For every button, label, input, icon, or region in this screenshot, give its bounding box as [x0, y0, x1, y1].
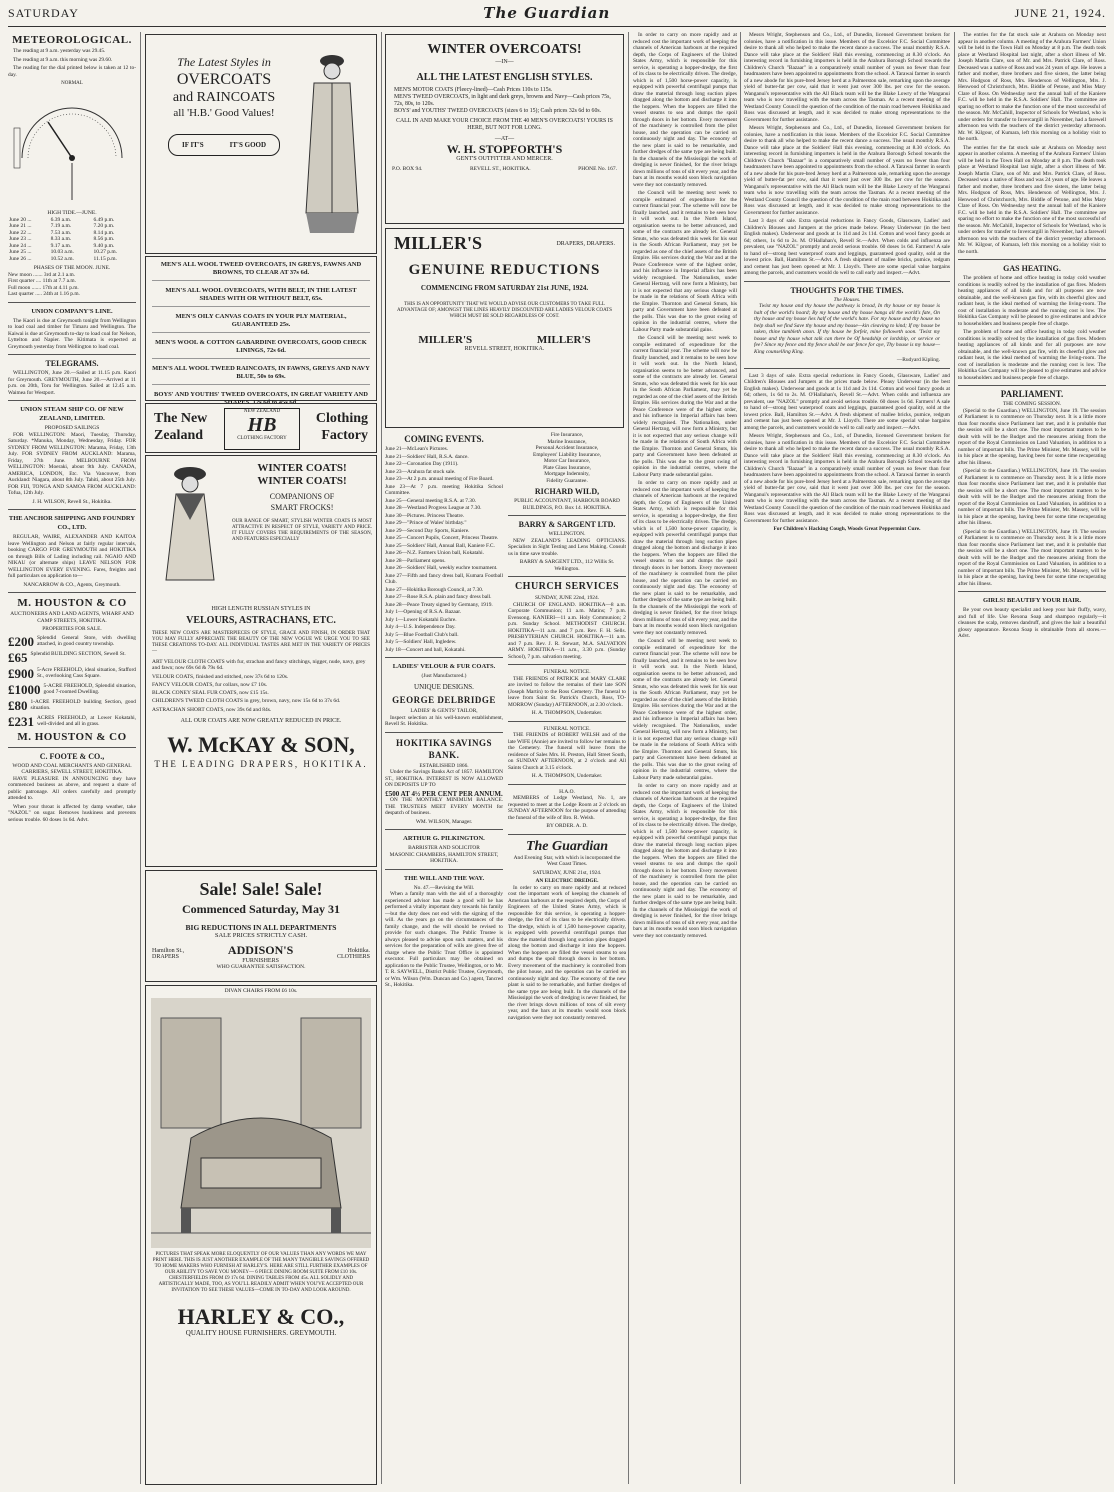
- barry-footer: BARRY & SARGENT LTD., 112 Willis St. Wellington.: [519, 559, 615, 572]
- coming-event: June 28—Peace Treaty signed by Germany, 1919.: [385, 601, 493, 608]
- telegrams-heading: TELEGRAMS.: [45, 359, 99, 368]
- property-desc: Splendid BUILDING SECTION, Sewell St.: [30, 650, 126, 657]
- addison-right: CLOTHIERS: [337, 953, 370, 960]
- girls-heading: GIRLS! BEAUTIFY YOUR HAIR.: [982, 597, 1082, 604]
- usss-text: FOR WELLINGTON: Maori, Tuesday, Thursday, Saturday. *Manuka, Monday, Wednesday, Friday. FOR SYDNEY FROM WELLINGTON: Marama, Friday, 13th July. FOR SYDNEY FROM AUCKLAND: Marama, Friday, 27th June. MELBOURNE FROM WELLINGTON: Moeraki, about 9th July. CANADA, AMERICA, LONDON, Etc. Via Vancouver, from Auckland: Niagara, about 8th July. Tahiti, about 25th July. FOR FIJI, TONGA AND SAMOA FROM AUCKLAND: Tofua, 12th July.: [8, 431, 136, 496]
- moon-phase: New moon ....... 3rd at 2.1 a.m.: [8, 271, 76, 278]
- addison-mid: FURNISHERS: [242, 958, 279, 964]
- column-4a: [385, 432, 503, 1484]
- telegrams-text: WELLINGTON, June 20.—Sailed at 11.15 p.m. Kaori for Greymouth. GREYMOUTH, June 20.—Arrived at 11 p.m. on 20th, Toru for Wellington. Sailed at 12.45 a.m. Waimea for Westport.: [8, 370, 136, 396]
- tide-cell: 6.49 p.m.: [93, 216, 115, 223]
- thoughts-heading: THOUGHTS FOR THE TIMES.: [790, 285, 904, 295]
- anchor-heading: THE ANCHOR SHIPPING AND FOUNDRY CO., LTD.: [8, 515, 136, 531]
- moon-phase: Full moon ....... 17th at 4.11 p.m.: [8, 284, 79, 291]
- column-4b: [508, 432, 626, 1484]
- church-heading: CHURCH SERVICES: [514, 581, 620, 592]
- editorial-text: the Council will be meeting next week to compile estimated of expenditure for the current financial year. The scheme will now be finally launched, and it remains to be seen how it will work out. In the North Island, organisation seems to be better advanced, and some of the contracts are already let. General Smuts, who was defeated this week for his seat in the South African Parliament, may yet be regarded as one of the chief assets of the British Empire. His services during the War and at the Peace Conference were of the highest order, and his influence in Imperial affairs has been widely recognised. The Nationalists, under General Hertzog, will now form a Ministry, but it is not expected that any serious change will be made in the relations of South Africa with the Empire. Thornton and General Smuts, his party and Government have been defeated at the polls. This was due to the great swing of opinion in the industrial centres, where the Labour Party made substantial gains.: [633, 638, 737, 781]
- will-text: When a family man with the aid of a thoroughly experienced advisor has made a good will he has performed a vitally important duty towards his family—but the duty does not end with the signing of the will. As the years go on the circumstances of the family change, and the will should be revised to provide for such changes. The Public Trustee is always pleased to advise upon such matters, and his services for the preparation of wills are given free of charge where the Public Trust Office is appointed executor. Full particulars may be obtained on application to the Public Trustee, Wellington, or to Mr. T. R. SAYWELL, District Public Trustee, Greymouth, or Wm. Wilson (Wm. Duncan and Co.) agent, Tancred St., Hokitika.: [385, 891, 503, 988]
- hb-price-list: [145, 256, 377, 401]
- coming-event: July 4—U.S. Independence Day.: [385, 624, 456, 630]
- coming-heading: COMING EVENTS.: [404, 434, 484, 444]
- funeral2-heading: FUNERAL NOTICE.: [543, 725, 591, 732]
- hb-item: BOYS' AND YOUTHS' TWEED OVERCOATS, IN GREAT VARIETY AND: [152, 391, 370, 411]
- stopforth-phone: PHONE No. 167.: [578, 165, 617, 172]
- hb-items: [146, 257, 376, 421]
- wild-line: Marine Insurance,: [547, 438, 587, 445]
- stopforth-addr: REVELL ST., HOKITIKA.: [469, 165, 531, 172]
- church-date: SUNDAY, JUNE 22nd, 1924.: [534, 595, 600, 601]
- tide-cell: 10.03 a.m.: [50, 249, 74, 255]
- parl-text: (Special to the Guardian.) WELLINGTON, June 19. The session of Parliament is to commence on Thursday next. It is a little more than four months since Parliament last met, and it is probable that the session will be a short one. The most important matters to be dealt with will be the Budget and the measures arising from the report of the Royal Commission on Land Valuation, in addition to a number of important bills. The Prime Minister, Mr. Massey, will be in his place at the opening, having been for some time recuperating after his illness.: [958, 407, 1106, 466]
- harley-caption: DIVAN CHAIRS FROM £6 10s.: [224, 988, 298, 994]
- masonic-text: MEMBERS of Lodge Westland, No. 1, are requested to meet at the Lodge Room at 2 o'clock on SUNDAY AFTERNOON for the purpose of attending the funeral of the wife of Bro. R. Welsh.: [508, 795, 626, 821]
- parl-sub: THE COMING SESSION.: [1002, 401, 1062, 407]
- stopforth-name: W. H. STOPFORTH'S: [446, 142, 563, 156]
- guardian-leader: In order to carry on more rapidly and at reduced cost the important work of keeping the channels of American harbours at the required depth, the Corps of Engineers of the United States Army, which is responsible for this service, is operating a hopper-dredge, the first of its class to be electrically driven. The dredge, which is of 1,500 horse-power capacity, is equipped with powerful centrifugal pumps that draw the material through long suction pipes dragged along the bottom and discharge it into the hoppers. When the hoppers are filled the vessel steams to sea and dumps the spoil through doors in her bottom. Every movement of the machinery is controlled from the pilot house, and the operation can be carried on continuously night and day. The economy of the new plant is said to be remarkable, and further dredges of the same type are being built. In the channels of the Mississippi the work of dredging is never finished, for the river brings down millions of tons of silt every year, and the bars at its mouths would soon block navigation were they not constantly removed.: [508, 884, 626, 1021]
- stopforth-head: WINTER OVERCOATS!: [427, 42, 582, 57]
- poem-title: The Houses.: [833, 296, 861, 303]
- tide-cell: 6.39 a.m.: [50, 216, 72, 223]
- local-news: Messrs Wright, Stephenson and Co., Ltd., of Dunedin, licensed Government brokers for colonies, have a notification in this issue. Members of the Excelsior F.C. Social Committee desire to thank all who helped to make the recent dance a success. The usual monthly R.S.A. Dance will take place at the Soldiers' Hall this evening, commencing at 8.30 o'clock. An interesting record in furnishing importers is held in the Arahura Borough School towards the Children's Church "Bazaar" in a comparatively small number of years no fewer than four headmasters have been appointed to appointments from the school. A Tarawai farmer in search of a new abode for his pure-bred Jersey herd at a Palmerston sale, remarking upon the average yield of butter-fat per cow, said that it went just over 300 lbs. per cow for the season. Wanganui's representative with the All Black team will be the Blake Lowry of the Wanganui team who is now travelling with the team across the Tasman. At a recent meeting of the Westland County Council the question of the condition of the main road between Hokitika and Ross was discussed at length, and it was decided to make strong representations to the Government for further assistance.: [744, 32, 950, 123]
- addison-big: BIG REDUCTIONS IN ALL DEPARTMENTS: [185, 923, 337, 932]
- guardian-date: SATURDAY, JUNE 21st, 1924.: [532, 869, 602, 876]
- stopforth-at: —AT—: [494, 135, 515, 142]
- wild-name: RICHARD WILD,: [534, 487, 600, 496]
- mckay-price: BLACK CONEY SEAL FUR COATS, now £15 15s.: [152, 690, 269, 697]
- pilkington-addr: MASONIC CHAMBERS, HAMILTON STREET, HOKITIKA.: [389, 851, 499, 864]
- tide-cell: 8.33 a.m.: [50, 236, 72, 242]
- coming-event: July 1—Lower Kokatahi Euchre.: [385, 616, 457, 623]
- hb-brand-left: The New: [154, 411, 208, 426]
- tide-cell: 7.53 a.m.: [50, 229, 72, 236]
- coming-event: June 26—N.Z. Farmers Union ball, Kokatahi.: [385, 550, 484, 556]
- moon-phase: First quarter .... 11th at 7.7 a.m.: [8, 278, 76, 284]
- addison-left: Hamilton St.,: [152, 947, 185, 954]
- funeral-undertaker: H. A. THOMPSON, Undertaker.: [531, 710, 603, 716]
- hb-tag-right: IT'S GOOD: [229, 141, 267, 149]
- hb-item: MEN'S ALL WOOL TWEED RAINCOATS, IN FAWNS, GREYS AND NAVY BLUE, 50s to 69s.: [152, 365, 370, 385]
- masonic-heading: H.A.O.: [559, 788, 575, 795]
- column-7: [958, 32, 1106, 1484]
- parl-text: (Special to the Guardian.) WELLINGTON, June 19. The session of Parliament is to commence on Thursday next. It is a little more than four months since Parliament last met, and it is probable that the session will be a short one. The most important matters to be dealt with will be the Budget and the measures arising from the report of the Royal Commission on Land Valuation, in addition to a number of important bills. The Prime Minister, Mr. Massey, will be in his place at the opening, having been for some time recuperating after his illness.: [958, 528, 1106, 587]
- guardian-sub: AN ELECTRIC DREDGE.: [535, 878, 599, 884]
- moon-list: [8, 272, 136, 298]
- ladies-head: LADIES' VELOUR & FUR COATS.: [392, 663, 496, 670]
- will-sub: No. 47.—Revising the Will.: [413, 884, 475, 891]
- tide-cell: June 21 ...: [9, 223, 32, 229]
- wild-line: Employers' Liability Insurance,: [533, 451, 601, 458]
- guardian-motto: And Evening Star, with which is incorporated the West Coast Times.: [513, 854, 621, 867]
- coming-event: July 5—Soldiers' Hall, Ingledew.: [385, 639, 457, 645]
- addison-sale: Sale! Sale! Sale!: [199, 879, 323, 899]
- wild-line: Motor Car Insurance,: [543, 458, 591, 464]
- property-desc: ACRES FREEHOLD, at Lower Kokatahi, well-divided and all in grass.: [37, 714, 136, 727]
- mckay-intro: OUR RANGE OF SMART, STYLISH WINTER COATS IS MOST ATTRACTIVE IN RESPECT OF STYLE, VARIETY AND PRICE. IT FULLY COVERS THE REQUIREMENTS OF THE SEASON, AND FEATURES ESPECIALLY: [232, 519, 372, 542]
- coming-event: June 27—Rose R.S.A. plain and fancy dress ball.: [385, 594, 492, 600]
- guardian-title: The Guardian: [525, 838, 609, 854]
- stopforth-box: P.O. BOX 94.: [392, 165, 423, 172]
- met-line: The reading at 9 a.m. yesterday was 29.45.: [13, 48, 106, 54]
- mckay-price: VELOUR COATS, finished and stitched, now 37s 6d to 120s.: [152, 673, 289, 680]
- addison-cash: SALE PRICES STRICTLY CASH.: [214, 931, 308, 939]
- poem-author: —Rudyard Kipling.: [896, 357, 940, 363]
- tide-cell: June 22 ...: [9, 229, 32, 236]
- wild-line: Plate Glass Insurance,: [543, 464, 591, 471]
- harley-furniture-ad: [145, 985, 377, 1485]
- column-rule: [381, 32, 382, 1484]
- property-price: £80: [8, 697, 28, 713]
- column-6: [744, 32, 950, 1484]
- tide-heading: HIGH TIDE.—JUNE.: [47, 210, 97, 216]
- editorial-text: the Council will be meeting next week to compile estimated of expenditure for the current financial year. The scheme will now be finally launched, and it remains to be seen how it will work out. In the North Island, organisation seems to be better advanced, and some of the contracts are already let. General Smuts, who was defeated this week for his seat in the South African Parliament, may yet be regarded as one of the chief assets of the British Empire. His services during the War and at the Peace Conference were of the highest order, and his influence in Imperial affairs has been widely recognised. The Nationalists, under General Hertzog, will now form a Ministry, but it is not expected that any serious change will be made in the relations of South Africa with the Empire. Thornton and General Smuts, his party and Government have been defeated at the polls. This was due to the great swing of opinion in the industrial centres, where the Labour Party made substantial gains.: [633, 335, 737, 478]
- parl-text: (Special to the Guardian.) WELLINGTON, June 19. The session of Parliament is to commence on Thursday next. It is a little more than four months since Parliament last met, and it is probable that the session will be a short one. The most important matters to be dealt with will be the Budget and the measures arising from the report of the Royal Commission on Land Valuation, in addition to a number of important bills. The Prime Minister, Mr. Massey, will be in his place at the opening, having been for some time recuperating after his illness.: [958, 468, 1106, 526]
- addison-left: DRAPERS: [152, 953, 180, 960]
- hb-brand-right: Clothing: [315, 411, 368, 426]
- miller-addr: REVELL STREET, HOKITIKA.: [464, 345, 545, 352]
- met-line: The reading at 9 a.m. this morning was 29.60.: [13, 56, 113, 63]
- met-heading: METEOROLOGICAL.: [12, 34, 132, 46]
- union-text: The Kaori is due at Greymouth tonight from Wellington to load coal and timber for Timaru and Wellington. The Kaiwai is due at Greymouth to-day to load coal for Nelson, Lyttelton and Napier. The Kitimata is expected at Greymouth yesterday from Wellington to load coal.: [8, 317, 136, 350]
- stopforth-sub: GENT'S OUTFITTER AND MERCER.: [456, 156, 553, 162]
- tide-cell: 10.52 a.m.: [50, 255, 74, 262]
- coming-event: June 23—At 7 p.m. meeting Hokitika School Committee.: [385, 483, 503, 496]
- usss-heading: UNION STEAM SHIP CO. OF NEW ZEALAND, LIMITED.: [20, 406, 124, 422]
- property-item: [8, 683, 136, 696]
- church-text: CHURCH OF ENGLAND. HOKITIKA—8 a.m. Corporate Communion; 11 a.m. Matins; 7 p.m. Evensong. KANIERI—11 a.m. Holy Communion; 2 p.m. Sunday School. METHODIST CHURCH. HOKITIKA—11 a.m. and 7 p.m. Rev. F. H. Sells. PRESBYTERIAN CHURCH. HOKITIKA—11 a.m. and 7 p.m. Rev. J. R. Stewart, M.A. SALVATION ARMY. HOKITIKA—11 a.m., 3.30 p.m. (Sunday School), 7 p.m. salvation meeting.: [508, 601, 626, 660]
- gas-heading: GAS HEATING.: [1003, 264, 1061, 273]
- local-news: Messrs Wright, Stephenson and Co., Ltd., of Dunedin, licensed Government brokers for colonies, have a notification in this issue. Members of the Excelsior F.C. Social Committee desire to thank all who helped to make the recent dance a success. The usual monthly R.S.A. Dance will take place at the Soldiers' Hall this evening, commencing at 8.30 o'clock. An interesting record in furnishing importers is held in the Arahura Borough School towards the Children's Church "Bazaar" in a comparatively small number of years no fewer than four headmasters have been appointed to appointments from the school. A Tarawai farmer in search of a new abode for his pure-bred Jersey herd at a Palmerston sale, remarking upon the average yield of butter-fat per cow, said that it went just over 300 lbs. per cow for the season. Wanganui's representative with the All Black team will be the Blake Lowry of the Wanganui team who is now travelling with the team across the Tasman. At a recent meeting of the Westland County Council the question of the condition of the main road between Hokitika and Ross was discussed at length, and it was decided to make strong representations to the Government for further assistance.: [744, 125, 950, 216]
- editorial-text: In order to carry on more rapidly and at reduced cost the important work of keeping the channels of American harbours at the required depth, the Corps of Engineers of the United States Army, which is responsible for this service, is operating a hopper-dredge, the first of its class to be electrically driven. The dredge, which is of 1,500 horse-power capacity, is equipped with powerful centrifugal pumps that draw the material through long suction pipes dragged along the bottom and discharge it into the hoppers. When the hoppers are filled the vessel steams to sea and dumps the spoil through doors in her bottom. Every movement of the machinery is controlled from the pilot house, and the operation can be carried on continuously night and day. The economy of the new plant is said to be remarkable, and further dredges of the same type are being built. In the channels of the Mississippi the work of dredging is never finished, for the river brings down millions of tons of silt every year, and the bars at its mouths would soon block navigation were they not constantly removed.: [633, 783, 737, 939]
- property-price: £231: [8, 713, 34, 729]
- local-news: The entries for the fat stock sale at Arahura on Monday next appear in another column. A meeting of the Arahura Farmers' Union will be held in the Town Hall on Monday at 8 p.m. The death took place at Westland Hospital last night, after a short illness of Mr. Joseph Martin Clare, son of Mr. and Mrs. Patrick Clare, of Ross. Deceased was a native of Ross and was 24 years of age. He leaves a father and mother, three brothers and five sisters, the latter being Mrs. Hodgson of Ross, Mrs. Henderson of Wellington, Mrs. J. Henwood of Christchurch, Mrs. Biddle of Petone, and Miss Mary Clare of Ross. On Wednesday next the annual ball of the Kaniere F.C. will be held in the R.S.A. Soldiers' Hall. The committee are sparing no effort to make the function one of the most successful of the season. Mr. McCahill, Inspector of Schools for Westland, who is under orders for transfer to Invercargill in November, had a farewell afternoon tea with the teachers of the district yesterday afternoon. Mr. W. Kilgour, of Kumara, left this morning on a holiday visit to the north.: [958, 144, 1106, 255]
- property-desc: Splendid General Store, with dwelling attached, in good country township.: [37, 634, 136, 647]
- pilkington-name: ARTHUR G. PILKINGTON.: [403, 835, 485, 842]
- coming-event: June 30—Pictures. Princess Theatre.: [385, 512, 465, 519]
- property-item: [8, 699, 136, 712]
- mckay-price: ART VELOUR CLOTH COATS with fur, strachan and fancy stitchings, nigger, nude, navy, grey and fawn; now 69s 6d & 79s 6d.: [152, 658, 366, 672]
- tide-cell: June 26 ...: [9, 255, 32, 262]
- stopforth-in: —IN—: [495, 59, 514, 65]
- hb-item: MEN'S ALL WOOL TWEED OVERCOATS, IN GREYS, FAWNS AND BROWNS, TO CLEAR AT 37s 6d.: [152, 261, 370, 281]
- tide-row: [8, 256, 136, 263]
- barry-name: BARRY & SARGENT LTD.: [518, 520, 616, 529]
- met-line: The reading for the dial printed below is taken at 12 to-day.: [8, 65, 136, 78]
- coming-event: June 29—Second Day Sports, Kaniere.: [385, 527, 470, 534]
- stopforth-line: MEN'S MOTOR COATS (Fleecy-lined)—Cash Prices 110s to 115s.: [394, 86, 553, 93]
- mckay-price: CHILDREN'S TWEED CLOTH COATS in grey, brown, navy, now 15s 6d to 37s 6d.: [152, 698, 341, 705]
- coming-event: June 28—Parliament opens.: [385, 557, 446, 564]
- nazol-text: When your throat is affected by damp weather, take "NAZOL" on sugar. Removes huskiness and prevents serious trouble. 60 doses 1s 6d. Advt.: [8, 803, 136, 823]
- coming-event: June 25—Concert Pupils, Concert, Princess Theatre.: [385, 535, 499, 541]
- foote-heading: C. FOOTE & CO.,: [39, 751, 105, 761]
- parl-heading: PARLIAMENT.: [1000, 389, 1064, 399]
- hb-tagline: OVERCOATS: [176, 71, 272, 88]
- harley-sub: QUALITY HOUSE FURNISHERS. GREYMOUTH.: [185, 1328, 337, 1337]
- local-news: Last 3 days of sale. Extra special reductions in Fancy Goods, Glassware, Ladies' and Children's Blouses and Jumpers at the prices made below. Pleasy Underwear (in the best English makes). Underwear and goods at 1s 11d and 2s 11d. Cotton and wool fancy goods at 6d; others, 1s 6d to 2s. M. O'Hallahan's, Revell St.—Advt. When colds and influenza are prevalent, use "NAZOL" promptly and avoid serious trouble. 60 doses 1s 6d. Farmers! A sale to hand of—strong best waterproof coats and leggings, guaranteed good quality, sold at the lowest price. Ball, Hamilton St.—Advt. A fresh shipment of mallee bricks, pumice, redgum and cement has just been opened at Mr. J. Lloyd's. There are some special value bargains among the parcels, and customers would do well to call early and inspect.—Advt.: [744, 218, 950, 276]
- mckay-head: COMPANIONS OF: [269, 492, 335, 501]
- column-rule: [954, 32, 955, 1484]
- coming-event: July 18—Concert and ball, Kokatahi.: [385, 646, 466, 653]
- coming-event: June 26—Soldiers' Hall, weekly euchre tournament.: [385, 565, 498, 571]
- funeral2-undertaker: H. A. THOMPSON, Undertaker.: [531, 773, 603, 779]
- masthead-title: The Guardian: [483, 4, 611, 22]
- divan-chair-illustration: [151, 998, 371, 1248]
- harley-name: HARLEY & CO.,: [177, 1303, 345, 1329]
- props-list: [8, 635, 136, 728]
- stopforth-line: BOYS' and YOUTHS' TWEED OVERCOATS (sizes 6 to 15); Cash prices 32s 6d to 60s.: [394, 107, 602, 114]
- masthead: [8, 0, 1106, 27]
- houston-heading: M. HOUSTON & CO: [17, 597, 127, 609]
- column-rule: [740, 32, 741, 1484]
- gas-text: The problem of home and office heating in today cold weather conditions is readily solved by the installation of gas fires. Modern heating appliances of all kinds and for all purposes are now obtainable, and the well-known gas fire, with its cheerful glow and radiant heat, is the ideal method of warming the living-room. The cost of installation is moderate and the running cost is low. The Hokitika Gas Company will be pleased to give estimates and advice to householders and business people free of charge.: [958, 275, 1106, 327]
- mckay-price: FANCY VELOUR COATS, fur collars, now £7 10s.: [152, 681, 268, 688]
- property-price: £1000: [8, 681, 41, 697]
- hb-brand-banner: [145, 403, 377, 453]
- stopforth-call: CALL IN AND MAKE YOUR CHOICE FROM THE 40 MEN'S OVERCOATS! YOURS IS HERE, BUT NOT FOR LONG.: [396, 117, 613, 131]
- property-desc: 1-ACRE FREEHOLD building Section, good situation.: [30, 698, 136, 711]
- funeral2-text: THE FRIENDS of ROBERT WELSH and of the late WIFE (Annie) are invited to follow her remains to the Cemetery. The funeral will leave from the residence of Sales Mrs. H. Preston, Hall Street South, on SUNDAY AFTERNOON, at 2 o'clock and All Saints Church at 3.15 o'clock.: [508, 732, 626, 771]
- usss-sub: PROPOSED SAILINGS: [44, 425, 100, 431]
- millers-reductions-ad: [385, 228, 624, 428]
- hb-tagline: all 'H.B.' Good Values!: [173, 107, 275, 119]
- funeral-heading: FUNERAL NOTICE.: [543, 669, 591, 675]
- coming-event: June 29—"Prince of Wales' birthday.": [385, 520, 467, 526]
- anchor-text: REGULAR, WAIRE, ALEXANDER AND KAITOA leave Wellington and Nelson at fairly regular intervals, booking CARGO FOR GREYMOUTH and HOKITIKA on through Bills of Lading including rail. NGAIO AND NIKAU (or alternate ships) LEAVE NELSON FOR WELLINGTON EVERY EVENING. Fares, freights and full particulars on application to—: [8, 534, 136, 579]
- pilkington-sub: BARRISTER AND SOLICITOR: [408, 845, 480, 851]
- stopforth-overcoats-ad: [385, 34, 624, 224]
- barometer-icon: [8, 88, 136, 208]
- coming-event: June 28—Westland Progress League at 7.30.: [385, 505, 482, 511]
- mckay-velour-head: HIGH LENGTH RUSSIAN STYLES IN: [211, 606, 311, 612]
- coming-event: July 5—Blue Football Club's ball.: [385, 631, 459, 638]
- stopforth-lines: [386, 84, 623, 118]
- mckay-body: THESE NEW COATS ARE MASTERPIECES OF STYLE, GRACE AND FINISH, IN ORDER THAT YOU MAY FULLY APPRECIATE THE BEAUTY OF THE NEW VOGUE WE URGE YOU TO SEE THESE CREATIONS TO-DAY. ALL INDIVIDUAL TASTES ARE MET IN THE VARIETY OF PRICES—: [152, 630, 370, 654]
- coming-event: June 21—McLean's Pictures.: [385, 446, 449, 452]
- addison-right: Hokitika.: [347, 947, 370, 954]
- tide-cell: 10.27 p.m.: [93, 249, 118, 255]
- editorial-text: In order to carry on more rapidly and at reduced cost the important work of keeping the channels of American harbours at the required depth, the Corps of Engineers of the United States Army, which is responsible for this service, is operating a hopper-dredge, the first of its class to be electrically driven. The dredge, which is of 1,500 horse-power capacity, is equipped with powerful centrifugal pumps that draw the material through long suction pipes dragged along the bottom and discharge it into the hoppers. When the hoppers are filled the vessel steams to sea and dumps the spoil through doors in her bottom. Every movement of the machinery is controlled from the pilot house, and the operation can be carried on continuously night and day. The economy of the new plant is said to be remarkable, and further dredges of the same type are being built. In the channels of the Mississippi the work of dredging is never finished, for the river brings down millions of tons of silt every year, and the bars at its mouths would soon block navigation were they not constantly removed.: [633, 480, 737, 636]
- mckay-head: WINTER COATS!: [257, 462, 347, 474]
- miller-commencing: COMMENCING FROM SATURDAY 21st JUNE, 1924.: [420, 284, 589, 292]
- hb-item: MEN'S WOOL & COTTON GABARDINE OVERCOATS, GOOD CHECK LININGS, 72s 6d.: [152, 339, 370, 359]
- coming-event: June 27—Fifth and fancy dress ball, Kumara Football Club.: [385, 572, 503, 585]
- editorial-text: In order to carry on more rapidly and at reduced cost the important work of keeping the channels of American harbours at the required depth, the Corps of Engineers of the United States Army, which is responsible for this service, is operating a hopper-dredge, the first of its class to be electrically driven. The dredge, which is of 1,500 horse-power capacity, is equipped with powerful centrifugal pumps that draw the material through long suction pipes dragged along the bottom and discharge it into the hoppers. When the hoppers are filled the vessel steams to sea and dumps the spoil through doors in her bottom. Every movement of the machinery is controlled from the pilot house, and the operation can be carried on continuously night and day. The economy of the new plant is said to be remarkable, and further dredges of the same type are being built. In the channels of the Mississippi the work of dredging is never finished, for the river brings down millions of tons of silt every year, and the bars at its mouths would soon block navigation were they not constantly removed.: [633, 32, 737, 188]
- tide-cell: 8.14 p.m.: [93, 229, 115, 236]
- property-item: [8, 635, 136, 648]
- ladies-sub: (Just Manufactured.): [421, 673, 467, 679]
- savings-mgr: WM. WILSON, Manager.: [415, 818, 473, 825]
- property-item: [8, 667, 136, 680]
- stopforth-styles: ALL THE LATEST ENGLISH STYLES.: [416, 71, 593, 83]
- girls-text: Be your own beauty specialist and keep your hair fluffy, wavy, and full of life. Use Rexona Soap and shampoo regularly—it cleanses the scalp, removes dandruff, and gives the hair a beautiful glossy appearance. Rexona Soap is obtainable from all stores.—Advt.: [958, 607, 1106, 639]
- hb-logo-top: NEW ZEALAND: [243, 409, 281, 414]
- addison-name: ADDISON'S: [227, 943, 294, 957]
- anchor-agent: NANCARROW & CO., Agents, Greymouth.: [23, 581, 121, 588]
- savings-rate: £500 AT 4½ PER CENT PER ANNUM.: [385, 789, 503, 798]
- moon-heading: PHASES OF THE MOON. JUNE.: [33, 265, 111, 271]
- coming-event: July 1—Opening of R.S.A. Bazaar.: [385, 609, 462, 615]
- hb-brand-left: Zealand: [154, 428, 204, 443]
- tide-cell: June 25 ...: [9, 249, 32, 255]
- coming-event: June 22—Coronation Day (1911).: [385, 461, 459, 467]
- tide-cell: 9.40 p.m.: [93, 242, 115, 249]
- coming-event: June 27—Hokitika Borough Council, at 7.30.: [385, 586, 484, 593]
- hb-brand-right: Factory: [321, 428, 368, 443]
- mckay-winter-coats-ad: [145, 455, 377, 867]
- hb-tagline: and RAINCOATS: [172, 90, 276, 105]
- column-5: [633, 32, 737, 1484]
- dial-label: NORMAL: [61, 81, 83, 86]
- tide-cell: 7.19 a.m.: [50, 223, 72, 229]
- savings-text: Under the Savings Banks Act of 1857. HAMILTON ST., HOKITIKA. INTEREST IS NOW ALLOWED ON DEPOSITS UP TO: [385, 769, 503, 788]
- houston-footer: M. HOUSTON & CO: [17, 730, 127, 743]
- usss-footer: J. H. WILSON, Revell St., Hokitika.: [32, 498, 112, 505]
- harley-text: PICTURES THAT SPEAK MORE ELOQUENTLY OF OUR VALUES THAN ANY WORDS WE MAY PRINT HERE. THIS IS JUST ANOTHER EXAMPLE OF THE MANY TANGIBLE SAVINGS OFFERED TO HOME MAKERS WHO FURNISH AT HARLEY'S. HERE ARE STILL FURTHER EXAMPLES OF OUR ABILITY TO SAVE YOU MONEY— 6 PIECE DINING ROOM SUITE FROM £10 10s. CHESTERFIELDS FROM £9 17s 6d. DINING TABLES FROM 45s. ALL SOLIDLY AND ARTISTICALLY MADE, TOO, AS YOU'LL READILY ADMIT WHEN YOU'VE ACCEPTED OUR INVITATION TO SEE THESE VALUES—COME IN TO-DAY AND LOOK AROUND.: [152, 1251, 370, 1293]
- hb-logo-bottom: CLOTHING FACTORY: [237, 436, 287, 441]
- masthead-day: SATURDAY: [8, 5, 79, 20]
- moon-phase: Last quarter ..... 24th at 1.16 p.m.: [8, 291, 80, 297]
- mckay-head: SMART FROCKS!: [270, 503, 334, 512]
- miller-text: THIS IS AN OPPORTUNITY THAT WE WOULD ADVISE OUR CUSTOMERS TO TAKE FULL ADVANTAGE OF; AMONGST THE LINES HEAVILY DISCOUNTED ARE LADIES VELOUR COATS WHICH MUST BE SOLD REGARDLESS OF COST.: [396, 301, 613, 319]
- coming-event: June 25—Soldiers' Hall, Annual Ball, Kaniere F.C.: [385, 542, 495, 549]
- miller-footer-right: MILLER'S: [536, 333, 591, 346]
- property-price: £200: [8, 633, 34, 649]
- hb-tagline: The Latest Styles in: [177, 55, 271, 69]
- hb-overcoats-ad: [145, 34, 377, 254]
- property-price: £65: [8, 649, 28, 665]
- tide-cell: June 24 ...: [9, 242, 32, 249]
- funeral-text: THE FRIENDS of PATRICK and MARY CLARE are invited to follow the remains of their late SON (Joseph Martin) to the Ross Cemetery. The funeral to leave from Saint St. Patrick's Church, Ross, TO-MORROW (Sunday) AFTERNOON, at 2.30 o'clock.: [508, 675, 626, 708]
- tide-cell: June 20 ...: [9, 216, 32, 223]
- delbridge-text: Inspect selection at his well-known establishment, Revell St. Hokitika.: [385, 714, 503, 727]
- barry-city: WELLINGTON.: [548, 531, 586, 537]
- col4-footer: For Children's Hacking Cough, Woods Great Peppermint Cure.: [773, 526, 921, 532]
- coming-event: June 21—Soldiers' Hall, R.S.A. dance.: [385, 453, 469, 460]
- addison-commenced: Commenced Saturday, May 31: [182, 902, 340, 916]
- tide-cell: June 23 ...: [9, 236, 32, 242]
- houston-sub: AUCTIONEERS AND LAND AGENTS, WHARF AND CAMP STREETS, HOKITIKA.: [10, 611, 134, 624]
- mckay-prices: [152, 659, 370, 714]
- barometer-dial: [8, 80, 136, 210]
- tide-cell: 8.56 p.m.: [93, 236, 115, 242]
- property-desc: 5-Acre FREEHOLD, ideal situation, Stafford St., overlooking Cass Square.: [37, 666, 136, 679]
- gas-text: The problem of home and office heating in today cold weather conditions is readily solved by the installation of gas fires. Modern heating appliances of all kinds and for all purposes are now obtainable, and the well-known gas fire, with its cheerful glow and radiant heat, is the ideal method of warming the living-room. The cost of installation is moderate and the running cost is low. The Hokitika Gas Company will be pleased to give estimates and advice to householders and business people free of charge.: [958, 329, 1106, 381]
- addison-bottom: WHO GUARANTEE SATISFACTION.: [216, 964, 306, 970]
- local-news: Last 3 days of sale. Extra special reductions in Fancy Goods, Glassware, Ladies' and Children's Blouses and Jumpers at the prices made below. Pleasy Underwear (in the best English makes). Underwear and goods at 1s 11d and 2s 11d. Cotton and wool fancy goods at 6d; others, 1s 6d to 2s. M. O'Hallahan's, Revell St.—Advt. When colds and influenza are prevalent, use "NAZOL" promptly and avoid serious trouble. 60 doses 1s 6d. Farmers! A sale to hand of—strong best waterproof coats and leggings, guaranteed good quality, sold at the lowest price. Ball, Hamilton St.—Advt. A fresh shipment of mallee bricks, pumice, redgum and cement has just been opened at Mr. J. Lloyd's. There are some special value bargains among the parcels, and customers would do well to call early and inspect.—Advt.: [744, 372, 950, 431]
- wild-sub: PUBLIC ACCOUNTANT, HARBOUR BOARD BUILDINGS, P.O. Box 14. HOKITIKA.: [514, 498, 620, 511]
- wild-lines: [508, 432, 626, 484]
- hb-logo: HB: [247, 414, 277, 436]
- stopforth-line: MEN'S TWEED OVERCOATS, in light and dark greys, browns and Navy—Cash prices 75s, 72s, 80s, to 120s.: [394, 93, 611, 107]
- wild-line: Fire Insurance,: [550, 432, 584, 438]
- local-news: The entries for the fat stock sale at Arahura on Monday next appear in another column. A meeting of the Arahura Farmers' Union will be held in the Town Hall on Monday at 8 p.m. The death took place at Westland Hospital last night, after a short illness of Mr. Joseph Martin Clare, son of Mr. and Mrs. Patrick Clare, of Ross. Deceased was a native of Ross and was 24 years of age. He leaves a father and mother, three brothers and five sisters, the latter being Mrs. Hodgson of Ross, Mrs. Henderson of Wellington, Mrs. J. Henwood of Christchurch, Mrs. Biddle of Petone, and Miss Mary Clare of Ross. On Wednesday next the annual ball of the Kaniere F.C. will be held in the R.S.A. Soldiers' Hall. The committee are sparing no effort to make the function one of the most successful of the season. Mr. McCahill, Inspector of Schools for Westland, who is under orders for transfer to Invercargill in November, had a farewell afternoon tea with the teachers of the district yesterday afternoon. Mr. W. Kilgour, of Kumara, left this morning on a holiday visit to the north.: [958, 32, 1106, 142]
- wild-line: Personal Accident Insurance,: [535, 445, 599, 451]
- hb-tag-left: IF IT'S: [181, 141, 204, 149]
- mckay-name: W. McKAY & SON,: [167, 732, 355, 758]
- coming-event: June 23—Arahura fat stock sale.: [385, 468, 456, 475]
- woman-in-coat-icon: [150, 460, 230, 600]
- tide-table: [8, 217, 136, 263]
- wild-line: Fidelity Guarantee.: [546, 477, 588, 484]
- editorial-text: the Council will be meeting next week to compile estimated of expenditure for the current financial year. The scheme will now be finally launched, and it remains to be seen how it will work out. In the North Island, organisation seems to be better advanced, and some of the contracts are already let. General Smuts, who was defeated this week for his seat in the South African Parliament, may yet be regarded as one of the chief assets of the British Empire. His services during the War and at the Peace Conference were of the highest order, and his influence in Imperial affairs has been widely recognised. The Nationalists, under General Hertzog, will now form a Ministry, but it is not expected that any serious change will be made in the relations of South Africa with the Empire. Thornton and General Smuts, his party and Government have been defeated at the polls. This was due to the great swing of opinion in the industrial centres, where the Labour Party made substantial gains.: [633, 190, 737, 333]
- masthead-date: JUNE 21, 1924.: [1014, 5, 1106, 20]
- man-in-overcoat-icon: [292, 43, 370, 243]
- property-desc: 5-ACRE FREEHOLD, Splendid situation, good 7-roomed Dwelling.: [43, 682, 136, 695]
- tide-cell: 7.20 p.m.: [93, 223, 115, 229]
- foote-text: HAVE PLEASURE IN ANNOUNCING they have commenced business as above, and request a share of public patronage. All orders carefully and promptly attended to.: [8, 775, 136, 801]
- column-rule: [628, 32, 629, 1484]
- mckay-sub: THE LEADING DRAPERS, HOKITIKA.: [154, 759, 368, 770]
- barry-text: NEW ZEALAND'S LEADING OPTICIANS. Specialists in Sight Testing and Lens Making. Consult us in time save trouble.: [508, 537, 626, 557]
- property-item: [8, 715, 136, 728]
- props-heading: PROPERTIES FOR SALE.: [42, 626, 102, 632]
- tide-cell: 9.17 a.m.: [50, 242, 72, 249]
- miller-footer-left: MILLER'S: [418, 333, 473, 346]
- delbridge-trade: LADIES' & GENTS' TAILOR,: [410, 708, 478, 714]
- property-price: £900: [8, 665, 34, 681]
- savings-heading: HOKITIKA SAVINGS BANK.: [395, 737, 493, 760]
- property-item: [8, 651, 136, 664]
- column-rule: [140, 32, 141, 1484]
- union-heading: UNION COMPANY'S LINE.: [31, 307, 113, 315]
- masonic-order: BY ORDER. A. D.: [546, 823, 588, 829]
- foote-sub: WOOD AND COAL MERCHANTS AND GENERAL CARRIERS, SEWELL STREET, HOKITIKA.: [12, 762, 132, 775]
- poem-text: Twixt my house and thy house the pathway is broad, In thy house or my house is halt of the world's hoard; By my house and thy house hangs all the world's fate, On thy house and my house lies half of the world's hate. For my house and thy house no help shall we find Save thy house and my house—kin cleaving to kind; If my house be taken, thine tumbleth anon. If thy house be forfeit, mine followeth soon. 'Twixt my house and thy house what talk can there be Of headship or lordship, or service or fee? Since my fence and thy fence shall be our fence for aye, Thy house is my house—King counselling King.: [754, 303, 940, 355]
- mckay-velour: VELOURS, ASTRACHANS, ETC.: [186, 614, 336, 626]
- coming-event: June 25—General meeting R.S.A. at 7.30.: [385, 497, 477, 504]
- mckay-footer-text: ALL OUR COATS ARE NOW GREATLY REDUCED IN PRICE.: [180, 717, 342, 724]
- ladies-unique: UNIQUE DESIGNS.: [414, 682, 474, 691]
- tide-cell: 11.15 p.m.: [93, 255, 117, 262]
- coming-list: [385, 446, 503, 653]
- tide-row: [8, 249, 136, 256]
- miller-drapers: DRAPERS, DRAPERS.: [556, 240, 615, 247]
- coming-event: June 23—At 2 p.m. annual meeting of Fire Board.: [385, 476, 494, 482]
- savings-rest: ON THE MONTHLY MINIMUM BALANCE. THE TRUSTEES MEET EVERY MONTH for despatch of business.: [385, 797, 503, 816]
- column-1: [8, 32, 136, 1484]
- hb-tag-badge: [168, 134, 280, 156]
- hb-item: MEN'S OILY CANVAS COATS IN YOUR PLY MATERIAL, GUARANTEED 25s.: [152, 313, 370, 333]
- mckay-head: WINTER COATS!: [257, 475, 347, 487]
- savings-est: ESTABLISHED 1866.: [419, 762, 469, 769]
- wild-line: Mortgage Indemnity,: [544, 471, 590, 477]
- delbridge-name: GEORGE DELBRIDGE: [392, 695, 496, 705]
- local-news: Messrs Wright, Stephenson and Co., Ltd., of Dunedin, licensed Government brokers for colonies, have a notification in this issue. Members of the Excelsior F.C. Social Committee desire to thank all who helped to make the recent dance a success. The usual monthly R.S.A. Dance will take place at the Soldiers' Hall this evening, commencing at 8.30 o'clock. An interesting record in furnishing importers is held in the Arahura Borough School towards the Children's Church "Bazaar" in a comparatively small number of years no fewer than four headmasters have been appointed to appointments from the school. A Tarawai farmer in search of a new abode for his pure-bred Jersey herd at a Palmerston sale, remarking upon the average yield of butter-fat per cow, said that it went just over 300 lbs. per cow for the season. Wanganui's representative with the All Black team will be the Blake Lowry of the Wanganui team who is now travelling with the team across the Tasman. At a recent meeting of the Westland County Council the question of the condition of the main road between Hokitika and Ross was discussed at length, and it was decided to make strong representations to the Government for further assistance.: [744, 433, 950, 524]
- addison-sale-ad: [145, 870, 377, 982]
- hb-item: MEN'S ALL WOOL OVERCOATS, WITH BELT, IN THE LATEST SHADES WITH OR WITHOUT BELT, 65s.: [152, 287, 370, 307]
- will-heading: THE WILL AND THE WAY.: [403, 874, 485, 882]
- miller-name: MILLER'S: [394, 233, 483, 253]
- mckay-price: ASTRACHAN SHORT COATS, now 39s 6d and 84s.: [152, 706, 272, 713]
- miller-head: GENUINE REDUCTIONS: [408, 262, 601, 278]
